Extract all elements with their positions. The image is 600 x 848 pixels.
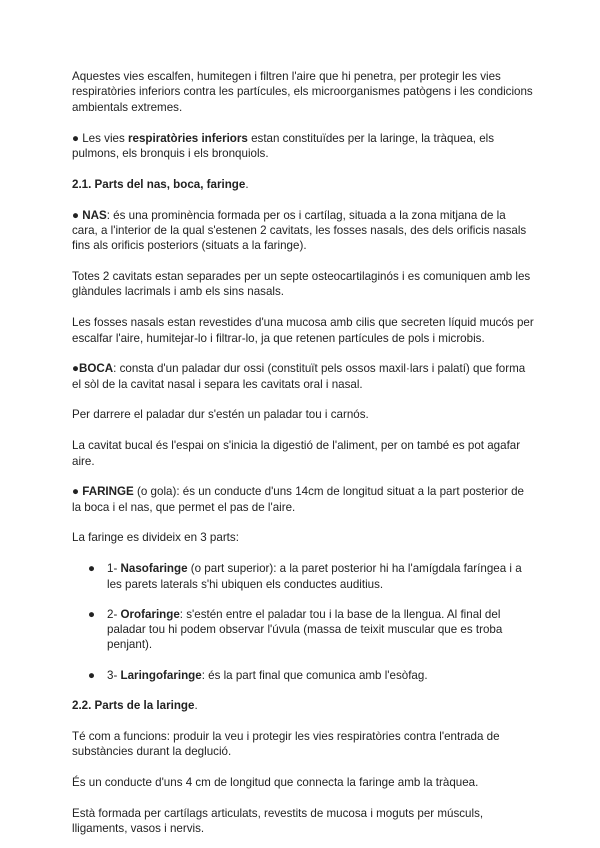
boca-term: BOCA — [79, 362, 114, 376]
list-item: ● 3- Laringofaringe: és la part final que comunica amb l'esòfag. — [88, 668, 428, 682]
nas-term: NAS — [82, 208, 107, 222]
formada-paragraph: Està formada per cartílags articulats, revestits de mucosa i moguts per músculs, lligaments, vasos i nervis. — [72, 806, 484, 835]
bullet-icon: ● — [88, 668, 96, 682]
funcions-paragraph: Té com a funcions: produir la veu i protegir les vies respiratòries contra l'entrada de substàncies durant la deglució. — [72, 729, 500, 759]
faringe-term: FARINGE — [82, 485, 134, 499]
faringe-paragraph: ● FARINGE (o gola): és un conducte d'uns 14cm de longitud situat a la part posterior de la boca i el nas, que permet el pas de l'aire. — [72, 485, 524, 514]
bullet-icon: ● — [88, 562, 96, 576]
boca-paragraph: ●BOCA: consta d'un paladar dur ossi (constituït pels ossos maxil·lars i palatí) que forma el sòl de la cavitat nasal i separa les cavitats oral i nasal. — [72, 362, 526, 391]
paladar-paragraph: Per darrere el paladar dur s'estén un paladar tou i carnós. — [72, 408, 369, 422]
bullet-icon: ● — [72, 131, 80, 145]
bucal-paragraph: La cavitat bucal és l'espai on s'inicia la digestió de l'aliment, per on també es pot agafar aire. — [72, 439, 521, 468]
faringe-parts-list — [72, 561, 534, 683]
cavitats-paragraph: Totes 2 cavitats estan separades per un septe osteocartilaginós i es comuniquen amb les glàndules lacrimals i amb els sins nasals. — [72, 270, 531, 299]
conducte-paragraph: És un conducte d'uns 4 cm de longitud que connecta la faringe amb la tràquea. — [72, 775, 479, 789]
intro-paragraph: Aquestes vies escalfen, humitegen i filtren l'aire que hi penetra, per protegir les vies respiratòries inferiors contra les partícules, els microorganismes patògens i les condicions ambientals extremes. — [72, 70, 533, 114]
list-item: ● 1- Nasofaringe (o part superior): a la paret posterior hi ha l'amígdala faríngea i a les parets laterals s'hi ubiquen els conductes auditius. — [88, 562, 522, 591]
section-heading-2-1: 2.1. Parts del nas, boca, faringe. — [72, 177, 249, 191]
bullet-icon: ● — [72, 208, 80, 222]
bullet-icon: ● — [72, 362, 80, 376]
lower-airways-term: respiratòries inferiors — [128, 131, 248, 145]
divideix-paragraph: La faringe es divideix en 3 parts: — [72, 531, 239, 545]
list-item: ● 2- Orofaringe: s'estén entre el paladar tou i la base de la llengua. Al final del paladar tou hi podem observar l'úvula (massa de teixit muscular que es troba penjant). — [88, 607, 503, 652]
bullet-icon: ● — [72, 485, 80, 499]
fosses-paragraph: Les fosses nasals estan revestides d'una mucosa amb cilis que secreten líquid mucós per escalfar l'aire, humitejar-lo i filtrar-lo, ja que retenen partícules de pols i microbis. — [72, 316, 534, 345]
bullet-icon: ● — [88, 607, 96, 621]
section-heading-2-2: 2.2. Parts de la laringe. — [72, 699, 198, 713]
nas-paragraph: ● NAS: és una prominència formada per os i cartílag, situada a la zona mitjana de la cara, a l'interior de la qual s'estenen 2 cavitats, les fosses nasals, des dels orificis nasals fins als orificis posteriors (situats a la faringe). — [72, 208, 527, 253]
lower-airways-paragraph: ● Les vies respiratòries inferiors estan constituïdes per la laringe, la tràquea, els pulmons, els bronquis i els bronquiols. — [72, 131, 495, 161]
